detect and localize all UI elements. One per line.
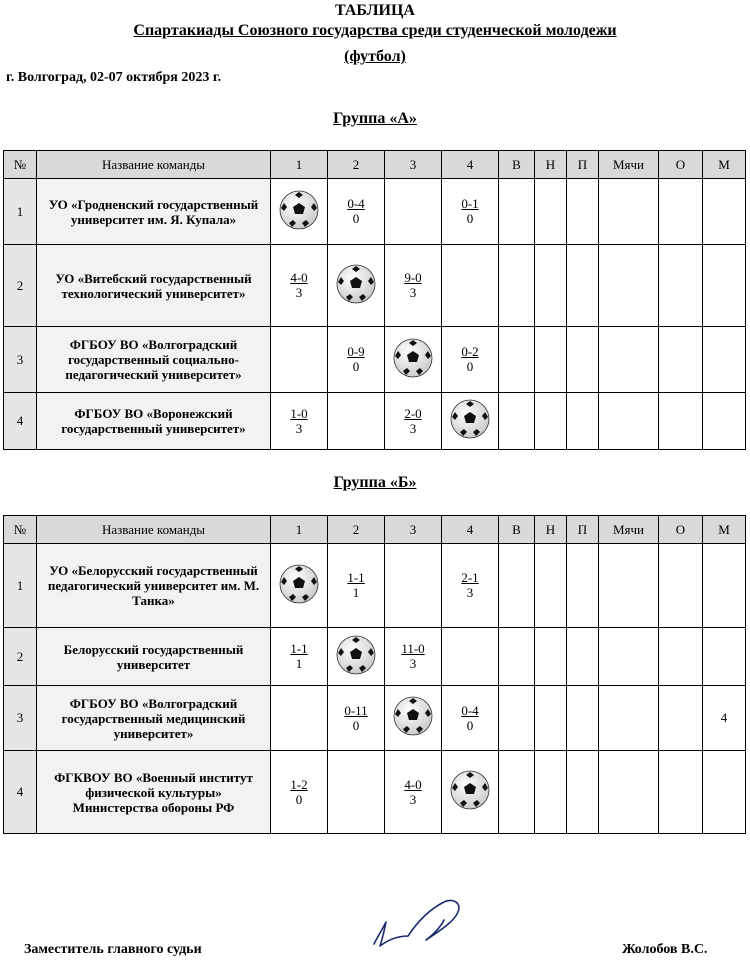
match-cell bbox=[442, 245, 499, 327]
match-cell bbox=[271, 628, 328, 686]
team-name: ФГБОУ ВО «Воронежский государственный университет» bbox=[37, 393, 271, 450]
goals: 2-1 bbox=[461, 570, 479, 585]
draws-cell bbox=[535, 245, 567, 327]
match-cell bbox=[385, 245, 442, 327]
doc-subtitle: Спартакиады Союзного государства среди студенческой молодежи bbox=[133, 22, 617, 39]
team-name: ФГКВОУ ВО «Военный институт физической культуры» Министерства обороны РФ bbox=[37, 751, 271, 834]
match-cell bbox=[328, 751, 385, 834]
match-score bbox=[344, 703, 367, 733]
match-cell bbox=[442, 544, 499, 628]
column-header: 4 bbox=[442, 516, 499, 544]
points: 3 bbox=[409, 791, 417, 807]
match-cell bbox=[271, 327, 328, 393]
points-cell bbox=[659, 751, 703, 834]
table-row bbox=[4, 327, 746, 393]
football-icon bbox=[278, 563, 320, 609]
football-icon bbox=[278, 189, 320, 235]
match-score bbox=[404, 406, 421, 436]
wins-cell bbox=[499, 327, 535, 393]
column-header: П bbox=[567, 516, 599, 544]
place-cell bbox=[703, 393, 746, 450]
group-b-table bbox=[3, 515, 746, 834]
football-icon bbox=[335, 263, 377, 309]
points: 0 bbox=[352, 211, 360, 226]
points: 0 bbox=[352, 717, 360, 733]
team-name: УО «Белорусский государственный педагогический университет им. М. Танка» bbox=[37, 544, 271, 628]
column-header: 3 bbox=[385, 151, 442, 179]
goals: 1-0 bbox=[290, 405, 308, 421]
goals: 1-1 bbox=[347, 570, 365, 585]
table-row bbox=[4, 686, 746, 751]
match-score bbox=[290, 641, 307, 671]
doc-title: ТАБЛИЦА bbox=[335, 2, 415, 19]
match-cell bbox=[385, 628, 442, 686]
table-row bbox=[4, 245, 746, 327]
column-header: 2 bbox=[328, 151, 385, 179]
match-score bbox=[461, 196, 478, 226]
match-score bbox=[461, 570, 478, 600]
goals: 0-1 bbox=[461, 196, 479, 211]
football-icon bbox=[449, 769, 491, 815]
goals-cell bbox=[599, 544, 659, 628]
match-cell bbox=[442, 751, 499, 834]
team-number: 4 bbox=[4, 751, 37, 834]
football-icon bbox=[449, 398, 491, 444]
losses-cell bbox=[567, 179, 599, 245]
goals-cell bbox=[599, 686, 659, 751]
points: 3 bbox=[409, 656, 417, 671]
column-header: О bbox=[659, 151, 703, 179]
points: 3 bbox=[295, 285, 303, 300]
match-score bbox=[461, 344, 478, 374]
losses-cell bbox=[567, 327, 599, 393]
match-score bbox=[404, 777, 421, 807]
match-cell bbox=[442, 327, 499, 393]
match-score bbox=[401, 641, 424, 671]
column-header: Название команды bbox=[37, 151, 271, 179]
signature bbox=[368, 896, 478, 957]
goals-cell bbox=[599, 245, 659, 327]
match-cell bbox=[385, 544, 442, 628]
goals: 9-0 bbox=[404, 270, 422, 285]
match-cell bbox=[328, 628, 385, 686]
column-header: П bbox=[567, 151, 599, 179]
points: 0 bbox=[295, 791, 303, 807]
match-score bbox=[290, 777, 307, 807]
wins-cell bbox=[499, 628, 535, 686]
column-header: В bbox=[499, 151, 535, 179]
match-cell bbox=[385, 327, 442, 393]
team-name: УО «Витебский государственный технологический университет» bbox=[37, 245, 271, 327]
points: 3 bbox=[409, 420, 417, 436]
footer-role: Заместитель главного судьи bbox=[24, 942, 202, 957]
column-header: 1 bbox=[271, 151, 328, 179]
column-header: № bbox=[4, 516, 37, 544]
losses-cell bbox=[567, 751, 599, 834]
team-number: 3 bbox=[4, 327, 37, 393]
match-cell bbox=[442, 686, 499, 751]
goals: 2-0 bbox=[404, 405, 422, 421]
points: 0 bbox=[466, 211, 474, 226]
draws-cell bbox=[535, 393, 567, 450]
match-cell bbox=[328, 245, 385, 327]
losses-cell bbox=[567, 245, 599, 327]
wins-cell bbox=[499, 544, 535, 628]
place-cell: 4 bbox=[703, 686, 746, 751]
team-name: ФГБОУ ВО «Волгоградский государственный социально-педагогический университет» bbox=[37, 327, 271, 393]
column-header: Н bbox=[535, 516, 567, 544]
losses-cell bbox=[567, 686, 599, 751]
points-cell bbox=[659, 179, 703, 245]
goals: 1-1 bbox=[290, 641, 308, 656]
wins-cell bbox=[499, 245, 535, 327]
match-cell bbox=[328, 179, 385, 245]
losses-cell bbox=[567, 628, 599, 686]
draws-cell bbox=[535, 628, 567, 686]
goals: 11-0 bbox=[401, 641, 425, 656]
column-header: М bbox=[703, 516, 746, 544]
match-cell bbox=[271, 179, 328, 245]
draws-cell bbox=[535, 751, 567, 834]
column-header: В bbox=[499, 516, 535, 544]
header-row bbox=[4, 516, 746, 544]
goals-cell bbox=[599, 751, 659, 834]
team-number: 1 bbox=[4, 544, 37, 628]
goals: 4-0 bbox=[404, 776, 422, 792]
points-cell bbox=[659, 544, 703, 628]
points-cell bbox=[659, 245, 703, 327]
table-row bbox=[4, 393, 746, 450]
match-cell bbox=[271, 245, 328, 327]
wins-cell bbox=[499, 393, 535, 450]
place-cell bbox=[703, 628, 746, 686]
column-header: Н bbox=[535, 151, 567, 179]
team-name: Белорусский государственный университет bbox=[37, 628, 271, 686]
points-cell bbox=[659, 628, 703, 686]
match-cell bbox=[271, 686, 328, 751]
team-name: УО «Гродненский государственный университет им. Я. Купала» bbox=[37, 179, 271, 245]
match-cell bbox=[442, 628, 499, 686]
column-header: М bbox=[703, 151, 746, 179]
match-cell bbox=[271, 393, 328, 450]
points: 0 bbox=[466, 359, 474, 374]
match-score bbox=[347, 570, 364, 600]
table-row bbox=[4, 628, 746, 686]
place-cell bbox=[703, 179, 746, 245]
points: 3 bbox=[409, 285, 417, 300]
football-icon bbox=[335, 634, 377, 680]
match-cell bbox=[442, 179, 499, 245]
goals: 0-2 bbox=[461, 344, 479, 359]
match-score bbox=[461, 703, 478, 733]
goals-cell bbox=[599, 393, 659, 450]
match-score bbox=[404, 270, 421, 300]
column-header: 3 bbox=[385, 516, 442, 544]
match-cell bbox=[385, 751, 442, 834]
wins-cell bbox=[499, 179, 535, 245]
team-number: 2 bbox=[4, 245, 37, 327]
column-header: 1 bbox=[271, 516, 328, 544]
place-cell bbox=[703, 245, 746, 327]
column-header: Мячи bbox=[599, 516, 659, 544]
doc-sport: (футбол) bbox=[344, 48, 406, 65]
points: 1 bbox=[295, 656, 303, 671]
match-score bbox=[347, 196, 364, 226]
team-number: 1 bbox=[4, 179, 37, 245]
points-cell bbox=[659, 393, 703, 450]
goals: 0-9 bbox=[347, 344, 365, 359]
goals-cell bbox=[599, 327, 659, 393]
match-cell bbox=[385, 393, 442, 450]
group-a-title: Группа «А» bbox=[333, 110, 417, 127]
team-number: 4 bbox=[4, 393, 37, 450]
draws-cell bbox=[535, 686, 567, 751]
place-date: г. Волгоград, 02-07 октября 2023 г. bbox=[6, 70, 222, 85]
losses-cell bbox=[567, 544, 599, 628]
goals: 4-0 bbox=[290, 270, 308, 285]
header-row bbox=[4, 151, 746, 179]
points-cell bbox=[659, 686, 703, 751]
table-row bbox=[4, 751, 746, 834]
match-cell bbox=[328, 686, 385, 751]
losses-cell bbox=[567, 393, 599, 450]
match-cell bbox=[328, 393, 385, 450]
team-number: 3 bbox=[4, 686, 37, 751]
group-b-title: Группа «Б» bbox=[333, 474, 417, 491]
column-header: № bbox=[4, 151, 37, 179]
football-icon bbox=[392, 337, 434, 383]
place-cell bbox=[703, 751, 746, 834]
table-row bbox=[4, 179, 746, 245]
match-cell bbox=[328, 327, 385, 393]
goals-cell bbox=[599, 628, 659, 686]
footer-name: Жолобов В.С. bbox=[622, 942, 708, 957]
draws-cell bbox=[535, 179, 567, 245]
goals-cell bbox=[599, 179, 659, 245]
match-cell bbox=[328, 544, 385, 628]
match-cell bbox=[271, 544, 328, 628]
points-cell bbox=[659, 327, 703, 393]
column-header: О bbox=[659, 516, 703, 544]
match-cell bbox=[385, 686, 442, 751]
draws-cell bbox=[535, 544, 567, 628]
group-a-table bbox=[3, 150, 746, 450]
column-header: 2 bbox=[328, 516, 385, 544]
match-cell bbox=[271, 751, 328, 834]
column-header: 4 bbox=[442, 151, 499, 179]
match-score bbox=[290, 406, 307, 436]
column-header: Название команды bbox=[37, 516, 271, 544]
points: 1 bbox=[352, 585, 360, 600]
table-row bbox=[4, 544, 746, 628]
place-cell bbox=[703, 327, 746, 393]
draws-cell bbox=[535, 327, 567, 393]
points: 0 bbox=[352, 359, 360, 374]
team-name: ФГБОУ ВО «Волгоградский государственный медицинский университет» bbox=[37, 686, 271, 751]
points: 0 bbox=[466, 717, 474, 733]
match-cell bbox=[442, 393, 499, 450]
team-number: 2 bbox=[4, 628, 37, 686]
wins-cell bbox=[499, 751, 535, 834]
goals: 0-4 bbox=[461, 702, 479, 718]
column-header: Мячи bbox=[599, 151, 659, 179]
goals: 1-2 bbox=[290, 776, 308, 792]
goals: 0-4 bbox=[347, 196, 365, 211]
wins-cell bbox=[499, 686, 535, 751]
points: 3 bbox=[295, 420, 303, 436]
place-cell bbox=[703, 544, 746, 628]
points: 3 bbox=[466, 585, 474, 600]
match-cell bbox=[385, 179, 442, 245]
football-icon bbox=[392, 695, 434, 741]
match-score bbox=[290, 270, 307, 300]
match-score bbox=[347, 344, 364, 374]
goals: 0-11 bbox=[344, 702, 368, 718]
